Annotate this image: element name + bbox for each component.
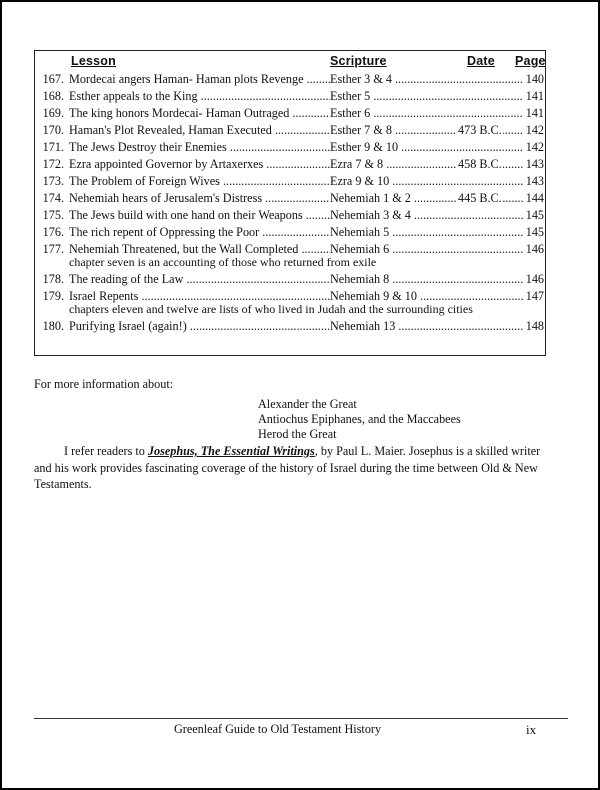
- scripture-reference: Nehemiah 8: [330, 272, 390, 286]
- lesson-page: 142: [525, 123, 544, 137]
- lesson-page: 141: [525, 89, 544, 103]
- lesson-page: 146: [525, 242, 544, 256]
- lesson-row: [35, 122, 545, 138]
- lesson-row: [35, 271, 545, 287]
- lesson-title-cell: [69, 88, 330, 104]
- footer-title: Greenleaf Guide to Old Testament History: [174, 722, 382, 736]
- lesson-table: [34, 50, 546, 356]
- scripture-header: Scripture: [330, 54, 387, 68]
- lesson-page: 141: [525, 106, 544, 120]
- scripture-cell: [330, 318, 523, 334]
- lesson-number: 175.: [42, 208, 64, 222]
- lesson-number: 178.: [42, 272, 64, 286]
- lesson-header: Lesson: [71, 54, 116, 68]
- recommendation-body: , by Paul L. Maier. Josephus is a skilled writer and his work provides fascinating coverage of the history of Israel during the time between Old & New Testaments.: [34, 444, 541, 491]
- scripture-reference: Esther 5: [330, 89, 371, 103]
- scripture-cell: [330, 207, 523, 223]
- scripture-cell: [330, 88, 523, 104]
- lesson-page: 140: [525, 72, 544, 86]
- lesson-page: 145: [525, 208, 544, 222]
- lesson-title: The Jews Destroy their Enemies: [69, 140, 227, 154]
- lesson-row: [35, 139, 545, 155]
- scripture-reference: Ezra 7 & 8: [330, 157, 384, 171]
- more-info-topic: Antiochus Epiphanes, and the Maccabees: [258, 412, 461, 426]
- scripture-reference: Esther 7 & 8: [330, 123, 392, 137]
- scripture-cell: [330, 122, 523, 138]
- lesson-row: [35, 207, 545, 223]
- lesson-number: 179.: [42, 289, 64, 303]
- lesson-page: 143: [525, 157, 544, 171]
- lesson-title: The reading of the Law: [69, 272, 184, 286]
- page-header: Page: [515, 54, 546, 68]
- lesson-title: The Jews build with one hand on their Weapons: [69, 208, 303, 222]
- scripture-cell: [330, 271, 523, 287]
- scripture-reference: Nehemiah 6: [330, 242, 390, 256]
- lesson-number: 171.: [42, 140, 64, 154]
- lesson-title-cell: [69, 105, 330, 121]
- lesson-page: 148: [525, 319, 544, 333]
- lesson-number: 176.: [42, 225, 64, 239]
- lesson-page: 145: [525, 225, 544, 239]
- lesson-date: 445 B.C.: [458, 191, 502, 205]
- scripture-cell: [330, 190, 523, 206]
- lesson-page: 147: [525, 289, 544, 303]
- lesson-title: The rich repent of Oppressing the Poor: [69, 225, 260, 239]
- lesson-number: 168.: [42, 89, 64, 103]
- lesson-number: 172.: [42, 157, 64, 171]
- scripture-cell: [330, 71, 523, 87]
- lesson-title: Nehemiah Threatened, but the Wall Completed: [69, 242, 299, 256]
- scripture-cell: [330, 139, 523, 155]
- lesson-number: 177.: [42, 242, 64, 256]
- lesson-title-cell: [69, 207, 330, 223]
- lesson-title: Esther appeals to the King: [69, 89, 198, 103]
- lesson-title-cell: [69, 271, 330, 287]
- lesson-number: 174.: [42, 191, 64, 205]
- more-info-topic: Alexander the Great: [258, 397, 357, 411]
- scripture-reference: Nehemiah 9 & 10: [330, 289, 417, 303]
- lesson-title: Mordecai angers Haman- Haman plots Revenge: [69, 72, 304, 86]
- recommendation-intro: I refer readers to: [64, 444, 148, 458]
- scripture-reference: Nehemiah 3 & 4: [330, 208, 411, 222]
- lesson-row: [35, 156, 545, 172]
- lesson-title-cell: [69, 190, 330, 206]
- lesson-title: Ezra appointed Governor by Artaxerxes: [69, 157, 264, 171]
- lesson-title: Israel Repents: [69, 289, 139, 303]
- lesson-page: 144: [525, 191, 544, 205]
- scripture-cell: [330, 173, 523, 189]
- lesson-page: 142: [525, 140, 544, 154]
- lesson-row: [35, 105, 545, 121]
- lesson-note: chapters eleven and twelve are lists of who lived in Judah and the surrounding cities: [69, 302, 473, 316]
- lesson-row: [35, 71, 545, 87]
- lesson-number: 169.: [42, 106, 64, 120]
- document-page: [2, 2, 598, 788]
- lesson-number: 180.: [42, 319, 64, 333]
- date-header: Date: [467, 54, 495, 68]
- lesson-date: 458 B.C.: [458, 157, 502, 171]
- scripture-reference: Esther 6: [330, 106, 371, 120]
- scripture-reference: Esther 9 & 10: [330, 140, 399, 154]
- more-info-topic: Herod the Great: [258, 427, 337, 441]
- scripture-cell: [330, 156, 523, 172]
- more-info-label: For more information about:: [34, 377, 174, 391]
- lesson-title-cell: [69, 139, 330, 155]
- page-number: ix: [526, 722, 537, 737]
- lesson-number: 167.: [42, 72, 64, 86]
- lesson-row: [35, 190, 545, 206]
- book-title: Josephus, The Essential Writings: [147, 444, 315, 458]
- lesson-title-cell: [69, 318, 330, 334]
- scripture-reference: Nehemiah 13: [330, 319, 396, 333]
- lesson-number: 170.: [42, 123, 64, 137]
- lesson-title-cell: [69, 71, 330, 87]
- lesson-page: 143: [525, 174, 544, 188]
- lesson-number: 173.: [42, 174, 64, 188]
- lesson-title: Purifying Israel (again!): [69, 319, 187, 333]
- lesson-title: Nehemiah hears of Jerusalem's Distress: [69, 191, 263, 205]
- lesson-title: The king honors Mordecai- Haman Outraged: [69, 106, 290, 120]
- lesson-row: [35, 318, 545, 334]
- scripture-reference: Esther 3 & 4: [330, 72, 392, 86]
- scripture-cell: [330, 105, 523, 121]
- lesson-note: chapter seven is an accounting of those who returned from exile: [69, 255, 377, 269]
- lesson-title: Haman's Plot Revealed, Haman Executed: [69, 123, 272, 137]
- scripture-reference: Nehemiah 5: [330, 225, 390, 239]
- lesson-title-cell: [69, 156, 330, 172]
- lesson-title-cell: [69, 122, 330, 138]
- footer-rule: [34, 718, 568, 719]
- lesson-page: 146: [525, 272, 544, 286]
- lesson-row: [35, 224, 545, 240]
- scripture-reference: Ezra 9 & 10: [330, 174, 390, 188]
- lesson-row: [35, 173, 545, 189]
- scripture-reference: Nehemiah 1 & 2: [330, 191, 411, 205]
- lesson-date: 473 B.C.: [458, 123, 502, 137]
- lesson-title-cell: [69, 224, 330, 240]
- lesson-title-cell: [69, 173, 330, 189]
- lesson-title: The Problem of Foreign Wives: [69, 174, 220, 188]
- scripture-cell: [330, 224, 523, 240]
- recommendation-paragraph: [34, 443, 556, 493]
- lesson-row: [35, 88, 545, 104]
